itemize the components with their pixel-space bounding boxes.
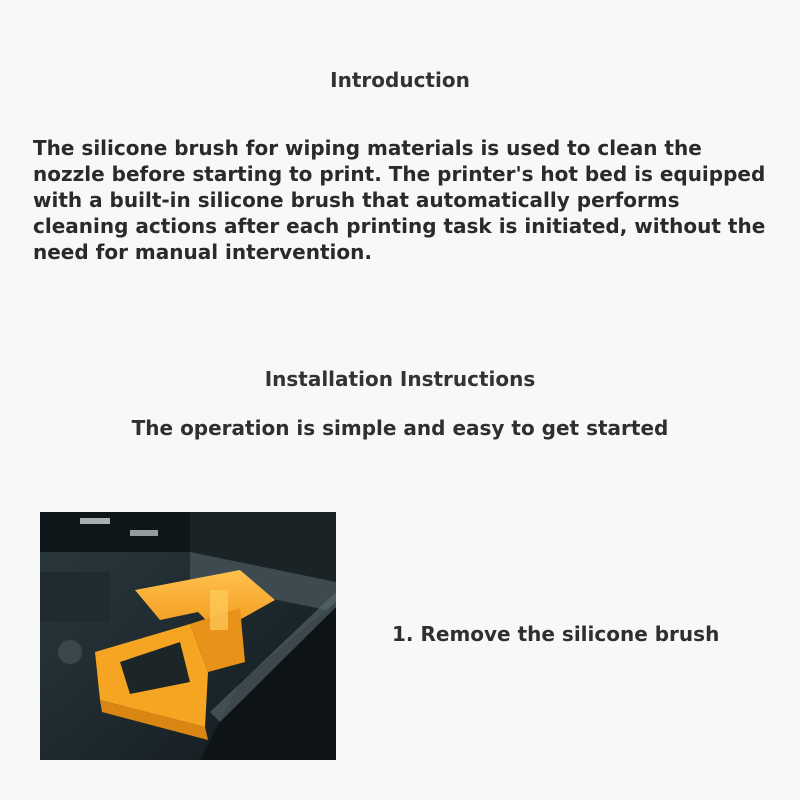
- intro-title: Introduction: [330, 68, 470, 92]
- step-1-label: 1. Remove the silicone brush: [392, 622, 720, 646]
- installation-subtitle: The operation is simple and easy to get started: [131, 416, 669, 440]
- rail-highlight: [80, 518, 110, 524]
- intro-body: The silicone brush for wiping materials is used to clean the nozzle before starting to print. The printer's hot bed is equipped with a built-in silicone brush that automatically performs cleaning actions after each printing task is initiated, without the need for manual intervention.: [33, 136, 766, 264]
- silicone-brush-photo: [40, 512, 336, 760]
- silicone-brush-illustration: [40, 512, 336, 760]
- screw-hole: [58, 640, 82, 664]
- installation-title: Installation Instructions: [264, 367, 536, 391]
- rail-top: [40, 512, 200, 552]
- rail-highlight-2: [130, 530, 158, 536]
- slot-left: [40, 572, 110, 622]
